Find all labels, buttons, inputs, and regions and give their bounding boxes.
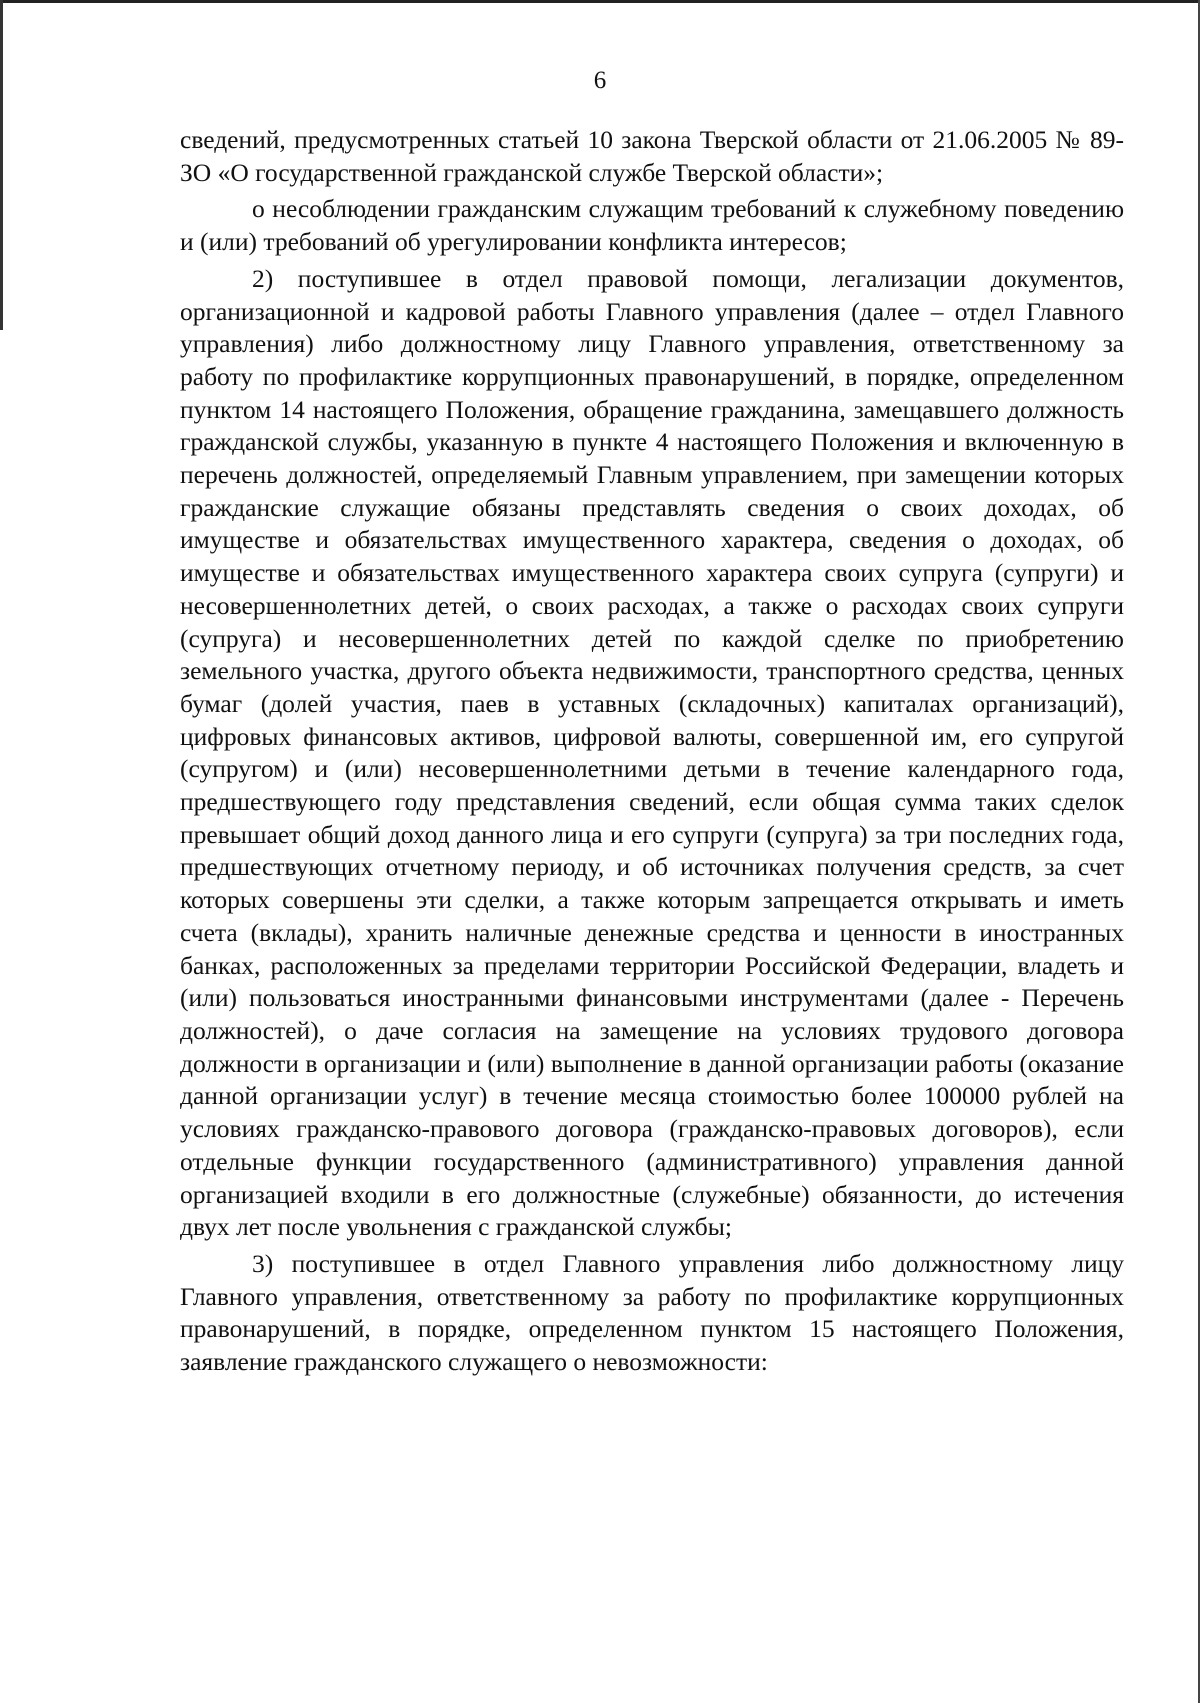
- scan-border-left: [0, 0, 3, 330]
- paragraph-continuation: сведений, предусмотренных статьей 10 закона Тверской области от 21.06.2005 № 89-ЗО «О государственной гражданской службе Тверской области»;: [180, 125, 1124, 187]
- paragraph-noncompliance: о несоблюдении гражданским служащим требований к служебному поведению и (или) требований об урегулировании конфликта интересов;: [180, 194, 1124, 257]
- paragraph-item-2: 2) поступившее в отдел правовой помощи, легализации документов, организационной и кадровой работы Главного управления (далее – отдел Главного управления) либо должностному лицу Главного управления, ответственному за работу по профилактике коррупционных правонарушений, в порядке, определенном пунктом 14 настоящего Положения, обращение гражданина, замещавшего должность гражданской службы, указанную в пункте 4 настоящего Положения и включенную в перечень должностей, определяемый Главным управлением, при замещении которых гражданские служащие обязаны представлять сведения о своих доходах, об имуществе и обязательствах имущественного характера, сведения о доходах, об имуществе и обязательствах имущественного характера своих супруга (супруги) и несовершеннолетних детей, о своих расходах, а также о расходах своих супруги (супруга) и несовершеннолетних детей по каждой сделке по приобретению земельного участка, другого объекта недвижимости, транспортного средства, ценных бумаг (долей участия, паев в уставных (складочных) капиталах организаций), цифровых финансовых активов, цифровой валюты, совершенной им, его супругой (супругом) и (или) несовершеннолетними детьми в течение календарного года, предшествующего году представления сведений, если общая сумма таких сделок превышает общий доход данного лица и его супруги (супруга) за три последних года, предшествующих отчетному периоду, и об источниках получения средств, за счет которых совершены эти сделки, а также которым запрещается открывать и иметь счета (вклады), хранить наличные денежные средства и ценности в иностранных банках, расположенных за пределами территории Российской Федерации, владеть и (или) пользоваться иностранными финансовыми инструментами (далее - Перечень должностей), о даче согласия на замещение на условиях трудового договора должности в организации и (или) выполнение в данной организации работы (оказание данной организации услуг) в течение месяца стоимостью более 100000 рублей на условиях гражданско-правового договора (гражданско-правовых договоров), если отдельные функции государственного (административного) управления данной организацией входили в его должностные (служебные) обязанности, до истечения двух лет после увольнения с гражданской службы;: [180, 263, 1124, 1242]
- page-number: 6: [593, 67, 607, 94]
- paragraph-item-3: 3) поступившее в отдел Главного управления либо должностному лицу Главного управления, ответственному за работу по профилактике коррупционных правонарушений, в порядке, определенном пунктом 15 настоящего Положения, заявление гражданского служащего о невозможности:: [180, 1248, 1124, 1377]
- document-body: [180, 124, 1124, 1379]
- scan-border-top: [0, 0, 1200, 3]
